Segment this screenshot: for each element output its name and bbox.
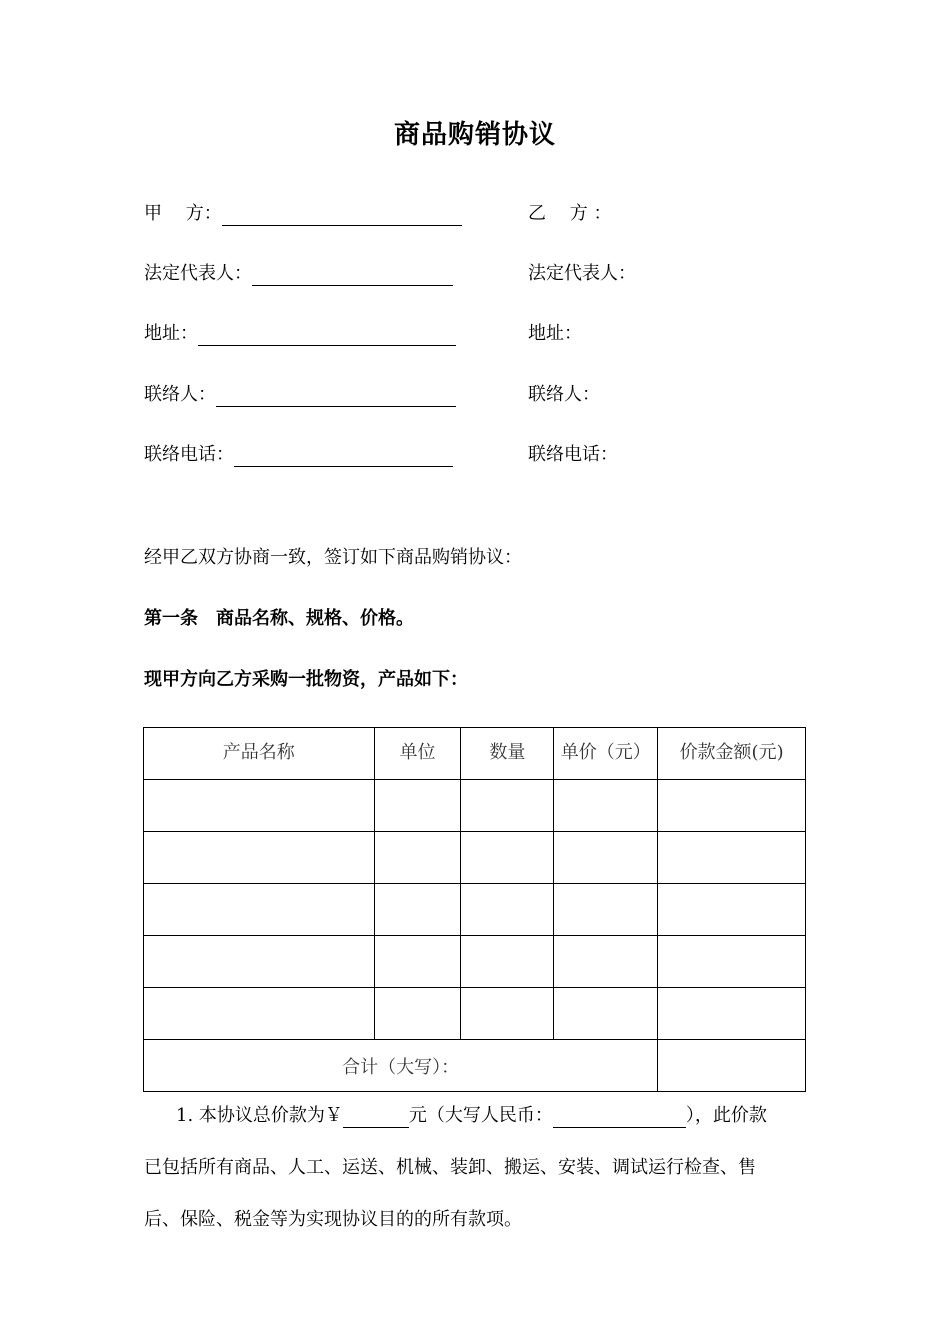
table-cell[interactable] xyxy=(374,988,461,1040)
table-cell[interactable] xyxy=(554,832,658,884)
table-cell[interactable] xyxy=(554,884,658,936)
party-a-phone-blank[interactable] xyxy=(234,446,453,467)
table-cell[interactable] xyxy=(461,936,554,988)
table-cell[interactable] xyxy=(658,988,806,1040)
table-cell[interactable] xyxy=(144,988,375,1040)
document-title: 商品购销协议 xyxy=(393,120,556,150)
total-label: 合计（大写）： xyxy=(144,1040,658,1092)
party-b-contact-label: 联络人： xyxy=(528,384,600,405)
table-cell[interactable] xyxy=(144,832,375,884)
party-a-address-field xyxy=(144,322,456,346)
total-price-words-blank[interactable] xyxy=(553,1107,686,1128)
table-cell[interactable] xyxy=(658,884,806,936)
party-a-phone-field xyxy=(144,443,453,467)
party-a-address-label: 地址： xyxy=(144,323,198,344)
header-product-name: 产品名称 xyxy=(144,728,375,780)
table-cell[interactable] xyxy=(374,936,461,988)
goods-table xyxy=(143,727,806,1092)
table-cell[interactable] xyxy=(374,780,461,832)
table-row xyxy=(144,988,806,1040)
party-b-name-label: 乙 方 ： xyxy=(528,203,612,224)
party-a-name-field xyxy=(144,202,462,226)
party-a-rep-field xyxy=(144,262,453,286)
purchase-note: 现甲方向乙方采购一批物资，产品如下： xyxy=(144,669,468,690)
party-a-name-blank[interactable] xyxy=(222,205,462,226)
party-b-rep-label: 法定代表人： xyxy=(528,263,636,284)
table-header-row xyxy=(144,728,806,780)
table-total-row xyxy=(144,1040,806,1092)
total-price-blank[interactable] xyxy=(343,1107,409,1128)
table-row xyxy=(144,780,806,832)
total-amount-cell[interactable] xyxy=(658,1040,806,1092)
table-row xyxy=(144,936,806,988)
table-cell[interactable] xyxy=(658,832,806,884)
header-unit-price: 单价（元） xyxy=(554,728,658,780)
clause1-line2: 已包括所有商品、人工、运送、机械、装卸、搬运、安装、调试运行检查、售 xyxy=(144,1157,756,1178)
table-row xyxy=(144,832,806,884)
party-a-rep-label: 法定代表人： xyxy=(144,263,252,284)
table-cell[interactable] xyxy=(144,936,375,988)
party-a-address-blank[interactable] xyxy=(198,325,456,346)
article1-heading: 第一条 商品名称、规格、价格。 xyxy=(144,608,414,629)
party-b-address-label: 地址： xyxy=(528,323,582,344)
table-cell[interactable] xyxy=(461,832,554,884)
party-b-phone-label: 联络电话： xyxy=(528,444,618,465)
party-a-contact-blank[interactable] xyxy=(216,386,456,407)
table-cell[interactable] xyxy=(461,780,554,832)
clause1-part1: 1. 本协议总价款为￥ xyxy=(176,1105,343,1126)
header-quantity: 数量 xyxy=(461,728,554,780)
table-cell[interactable] xyxy=(374,832,461,884)
table-cell[interactable] xyxy=(461,988,554,1040)
clause1-line1 xyxy=(176,1104,767,1128)
table-cell[interactable] xyxy=(144,780,375,832)
party-a-phone-label: 联络电话： xyxy=(144,444,234,465)
table-cell[interactable] xyxy=(554,936,658,988)
party-a-contact-label: 联络人： xyxy=(144,384,216,405)
header-unit: 单位 xyxy=(374,728,461,780)
clause1-part3: ），此价款 xyxy=(685,1105,767,1126)
table-cell[interactable] xyxy=(658,936,806,988)
clause1-part2: 元（大写人民币： xyxy=(408,1105,553,1126)
party-a-rep-blank[interactable] xyxy=(252,265,453,286)
table-cell[interactable] xyxy=(658,780,806,832)
table-cell[interactable] xyxy=(554,988,658,1040)
table-cell[interactable] xyxy=(374,884,461,936)
table-row xyxy=(144,884,806,936)
header-amount: 价款金额(元) xyxy=(658,728,806,780)
table-cell[interactable] xyxy=(461,884,554,936)
party-a-name-label: 甲 方： xyxy=(144,203,222,224)
table-cell[interactable] xyxy=(554,780,658,832)
party-a-contact-field xyxy=(144,383,456,407)
table-cell[interactable] xyxy=(144,884,375,936)
clause1-line3: 后、保险、税金等为实现协议目的的所有款项。 xyxy=(144,1209,522,1230)
intro-paragraph: 经甲乙双方协商一致，签订如下商品购销协议： xyxy=(144,547,522,568)
